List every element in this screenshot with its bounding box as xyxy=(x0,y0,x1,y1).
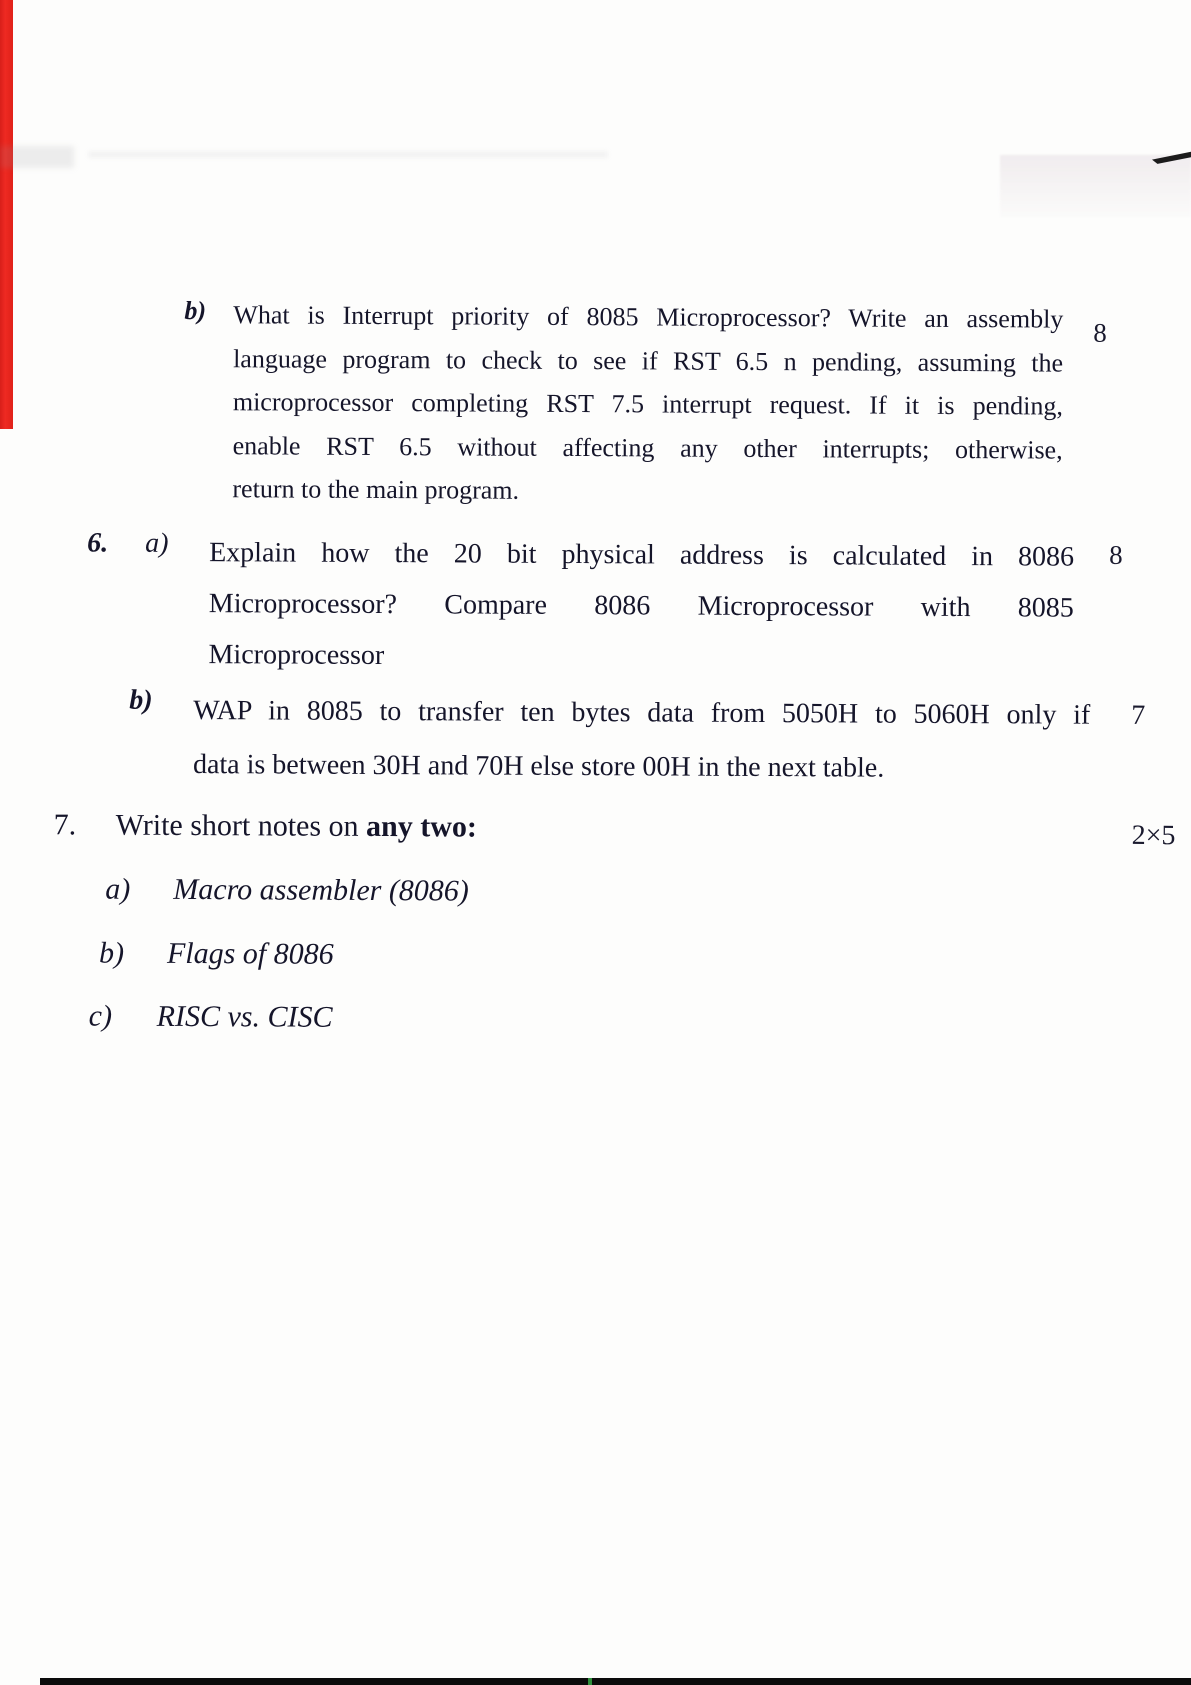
question-7-intro-bold: any two: xyxy=(366,809,478,844)
marks-6a: 8 xyxy=(1109,539,1123,570)
question-7-item-b xyxy=(99,937,334,972)
question-line: language program to check to see if RST 6.5 n pending, assuming the xyxy=(233,343,1064,378)
marks-7: 2×5 xyxy=(1131,819,1176,852)
question-7a-label: a) xyxy=(105,872,131,906)
scan-bottom-edge-strip xyxy=(40,1678,1191,1685)
question-line: Microprocessor? Compare 8086 Microprocessor with 8085 xyxy=(208,588,1074,624)
question-7c-label: c) xyxy=(88,999,113,1033)
question-line: What is Interrupt priority of 8085 Microprocessor? Write an assembly xyxy=(233,300,1064,334)
question-7c-text: RISC vs. CISC xyxy=(156,999,333,1034)
question-7-intro xyxy=(116,809,477,845)
marks-6b: 7 xyxy=(1131,699,1146,732)
question-7-intro-normal: Write short notes on xyxy=(115,808,367,843)
question-line: microprocessor completing RST 7.5 interrupt request. If it is pending, xyxy=(232,387,1063,421)
question-7b-text: Flags of 8086 xyxy=(166,936,334,971)
question-7-item-a xyxy=(105,873,469,909)
marks-5b: 8 xyxy=(1093,317,1107,348)
question-7a-text: Macro assembler (8086) xyxy=(173,872,469,908)
question-line: WAP in 8085 to transfer ten bytes data from 5050H to 5060H only if xyxy=(193,695,1091,731)
question-7b-label: b) xyxy=(98,936,125,970)
question-6a-label: a) xyxy=(145,527,169,559)
question-6a-text xyxy=(208,527,1074,685)
question-6b-label: b) xyxy=(129,684,153,716)
question-7-number: 7. xyxy=(53,808,77,842)
scan-green-tick-artifact xyxy=(588,1678,592,1685)
question-6-number: 6. xyxy=(87,527,109,559)
question-5b-label: b) xyxy=(184,295,207,326)
question-line: return to the main program. xyxy=(232,474,520,505)
question-6b-text xyxy=(193,684,1091,797)
question-5b-text xyxy=(232,293,1063,515)
question-line: Explain how the 20 bit physical address is calculated in 8086 xyxy=(209,537,1075,573)
question-7-item-c xyxy=(89,999,333,1034)
question-line: data is between 30H and 70H else store 00H in the next table. xyxy=(192,749,885,784)
question-line: enable RST 6.5 without affecting any other interrupts; otherwise, xyxy=(232,430,1063,465)
question-line: Microprocessor xyxy=(208,639,385,672)
